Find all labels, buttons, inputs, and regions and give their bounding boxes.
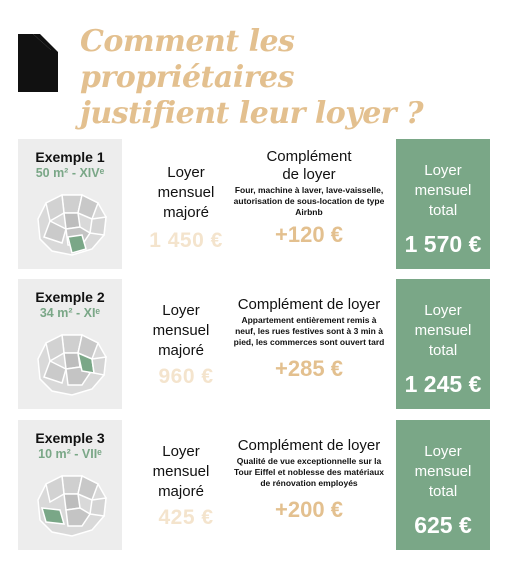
paris-map-icon [32, 329, 110, 399]
total-label: Loyer mensuel total [414, 302, 472, 359]
complement-value: +120 € [275, 222, 343, 247]
complement-title: Complément de loyer [237, 296, 381, 313]
example-row-3 [18, 420, 490, 550]
rent-label: Loyer mensuel majoré [152, 443, 210, 500]
total-value: 1 245 € [404, 371, 482, 397]
complement-value: +200 € [275, 497, 343, 522]
complement-title: Complément de loyer [266, 148, 352, 183]
example-surface-district: 34 m² - XIᵉ [39, 306, 101, 320]
example-map-card [18, 279, 122, 409]
total-card [396, 139, 490, 269]
complement-description: Appartement entièrement remis à neuf, les rues festives sont à 3 min à pied, les commerces sont ouvert tard [233, 315, 385, 347]
example-label: Exemple 1 [35, 149, 105, 165]
complement-value: +285 € [275, 356, 343, 381]
example-label: Exemple 3 [35, 430, 105, 446]
rent-label: Loyer mensuel majoré [152, 302, 210, 359]
example-surface-district: 50 m² - XIVᵉ [35, 166, 105, 180]
title-line-2: justifient leur loyer ? [80, 96, 424, 131]
complement-column [223, 437, 395, 523]
rent-column [136, 442, 236, 530]
complement-description: Qualité de vue exceptionnelle sur la Tour Eiffel et noblesse des matériaux de rénovation employés [233, 456, 385, 488]
example-row-2 [18, 279, 490, 409]
document-logo-icon [18, 34, 58, 92]
rent-value: 425 € [158, 506, 214, 529]
example-surface-district: 10 m² - VIIᵉ [38, 447, 102, 461]
paris-map-icon [32, 470, 110, 540]
total-label: Loyer mensuel total [414, 443, 472, 500]
paris-map-icon [32, 189, 110, 259]
complement-description: Four, machine à laver, lave-vaisselle, autorisation de sous-location de type Airbnb [233, 185, 385, 217]
total-label: Loyer mensuel total [414, 162, 472, 219]
total-value: 1 570 € [404, 231, 482, 257]
example-map-card [18, 139, 122, 269]
example-map-card [18, 420, 122, 550]
complement-column [223, 148, 395, 248]
total-card [396, 420, 490, 550]
rent-column [136, 155, 236, 253]
total-value: 625 € [414, 512, 472, 538]
rent-label: Loyer mensuel majoré [157, 164, 215, 221]
complement-title: Complément de loyer [237, 437, 381, 454]
total-card [396, 279, 490, 409]
page-title [80, 24, 505, 132]
rent-column [136, 301, 236, 389]
example-label: Exemple 2 [35, 289, 105, 305]
rent-value: 960 € [158, 365, 214, 388]
title-line-1: Comment les propriétaires [80, 24, 295, 95]
example-row-1 [18, 139, 490, 269]
rent-value: 1 450 € [149, 229, 223, 252]
complement-column [223, 296, 395, 382]
